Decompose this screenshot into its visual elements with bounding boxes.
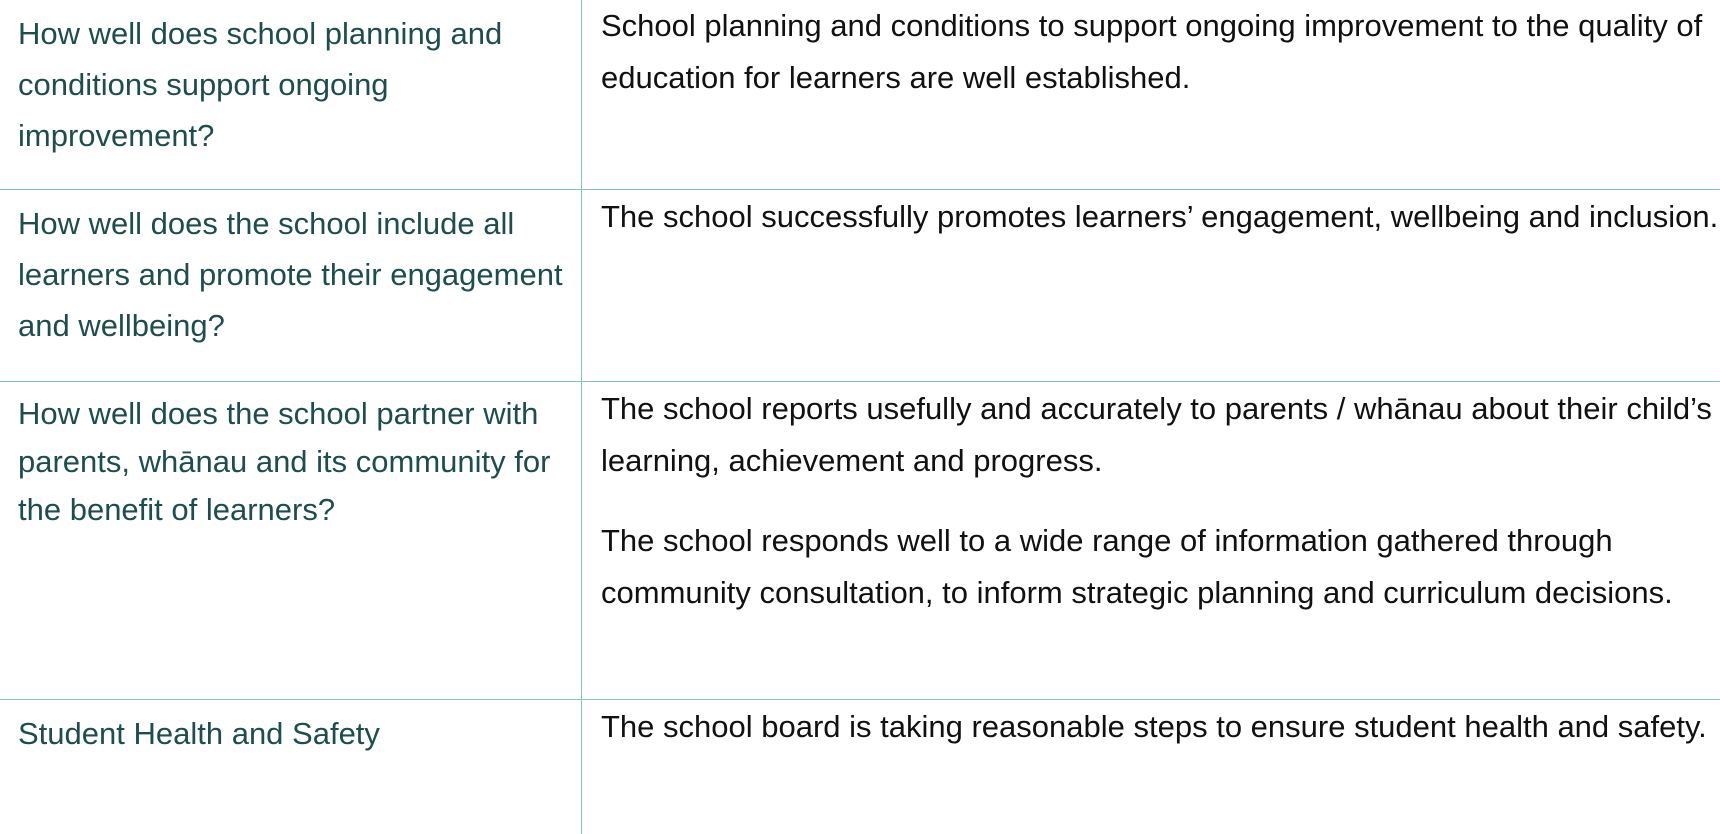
question-cell: How well does the school partner with parents, whānau and its community for the benefit of learners? [0,382,582,700]
answer-cell [582,382,1720,700]
answer-text: School planning and conditions to support ongoing improvement to the quality of education for learners are well established. [601,8,1703,95]
table-row [0,190,1720,382]
answer-cell [582,190,1720,382]
answer-text: The school responds well to a wide range of information gathered through community consultation, to inform strategic planning and curriculum decisions. [601,523,1673,610]
table-row [0,700,1720,834]
answer-text: The school successfully promotes learners’ engagement, wellbeing and inclusion. [601,199,1719,234]
answer-text: The school reports usefully and accurately to parents / whānau about their child’s learning, achievement and progress. [601,391,1712,478]
question-cell: How well does school planning and conditions support ongoing improvement? [0,0,582,190]
answer-cell [582,0,1720,190]
table-row [0,0,1720,190]
answer-text: The school board is taking reasonable steps to ensure student health and safety. [601,709,1707,744]
question-cell: Student Health and Safety [0,700,582,834]
question-cell: How well does the school include all learners and promote their engagement and wellbeing? [0,190,582,382]
answer-cell [582,700,1720,834]
table-row [0,382,1720,700]
